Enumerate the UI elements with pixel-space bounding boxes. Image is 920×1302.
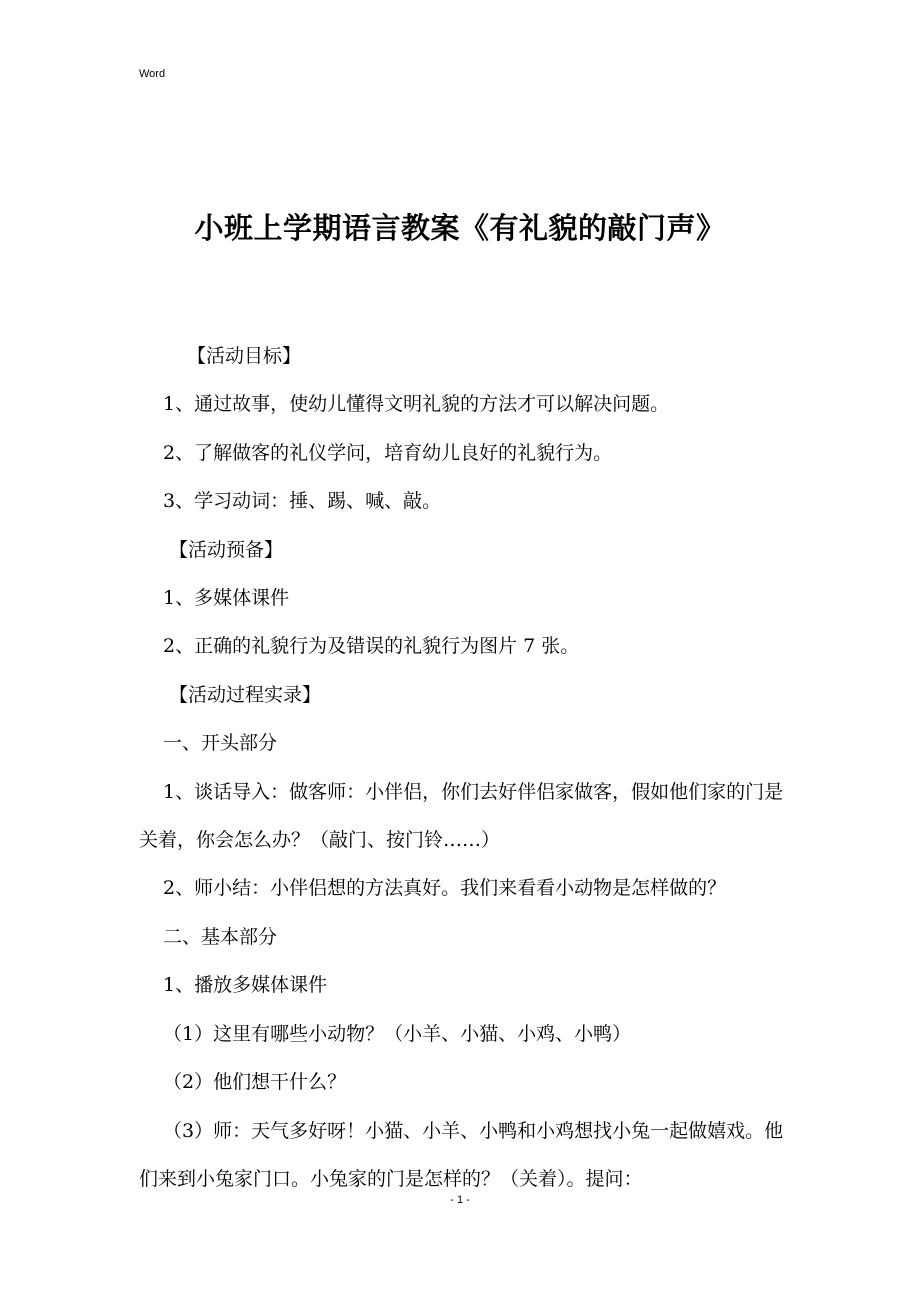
section-heading-process: 【活动过程实录】 <box>169 683 322 706</box>
paragraph: 1、多媒体课件 <box>163 587 290 610</box>
document-body <box>139 332 799 1203</box>
paragraph: 2、师小结：小伴侣想的方法真好。我们来看看小动物是怎样做的？ <box>163 877 727 900</box>
paragraph: （2）他们想干什么？ <box>163 1071 347 1094</box>
paragraph: 2、正确的礼貌行为及错误的礼貌行为图片 7 张。 <box>163 635 580 658</box>
paragraph: （1）这里有哪些小动物？（小羊、小猫、小鸡、小鸭） <box>163 1022 632 1045</box>
paragraph: 1、通过故事，使幼儿懂得文明礼貌的方法才可以解决问题。 <box>163 393 670 416</box>
page-number: - 1 - <box>450 1194 470 1206</box>
page-header: Word <box>139 68 166 80</box>
paragraph: （3）师：天气多好呀！小猫、小羊、小鸭和小鸡想找小兔一起做嬉戏。他们来到小兔家门口。小兔家的门是怎样的？（关着）。提问： <box>139 1119 784 1190</box>
section-heading-preparation: 【活动预备】 <box>169 538 284 561</box>
paragraph: 1、谈话导入：做客师：小伴侣，你们去好伴侣家做客，假如他们家的门是关着，你会怎么办？（敲门、按门铃……） <box>139 780 784 852</box>
section-heading-goals: 【活动目标】 <box>187 345 302 367</box>
document-title: 小班上学期语言教案《有礼貌的敲门声》 <box>194 211 726 245</box>
paragraph: 二、基本部分 <box>163 925 278 948</box>
paragraph: 一、开头部分 <box>163 732 278 755</box>
paragraph: 2、了解做客的礼仪学问，培育幼儿良好的礼貌行为。 <box>163 441 613 464</box>
paragraph: 3、学习动词：捶、踢、喊、敲。 <box>163 490 442 513</box>
paragraph: 1、播放多媒体课件 <box>163 974 328 997</box>
